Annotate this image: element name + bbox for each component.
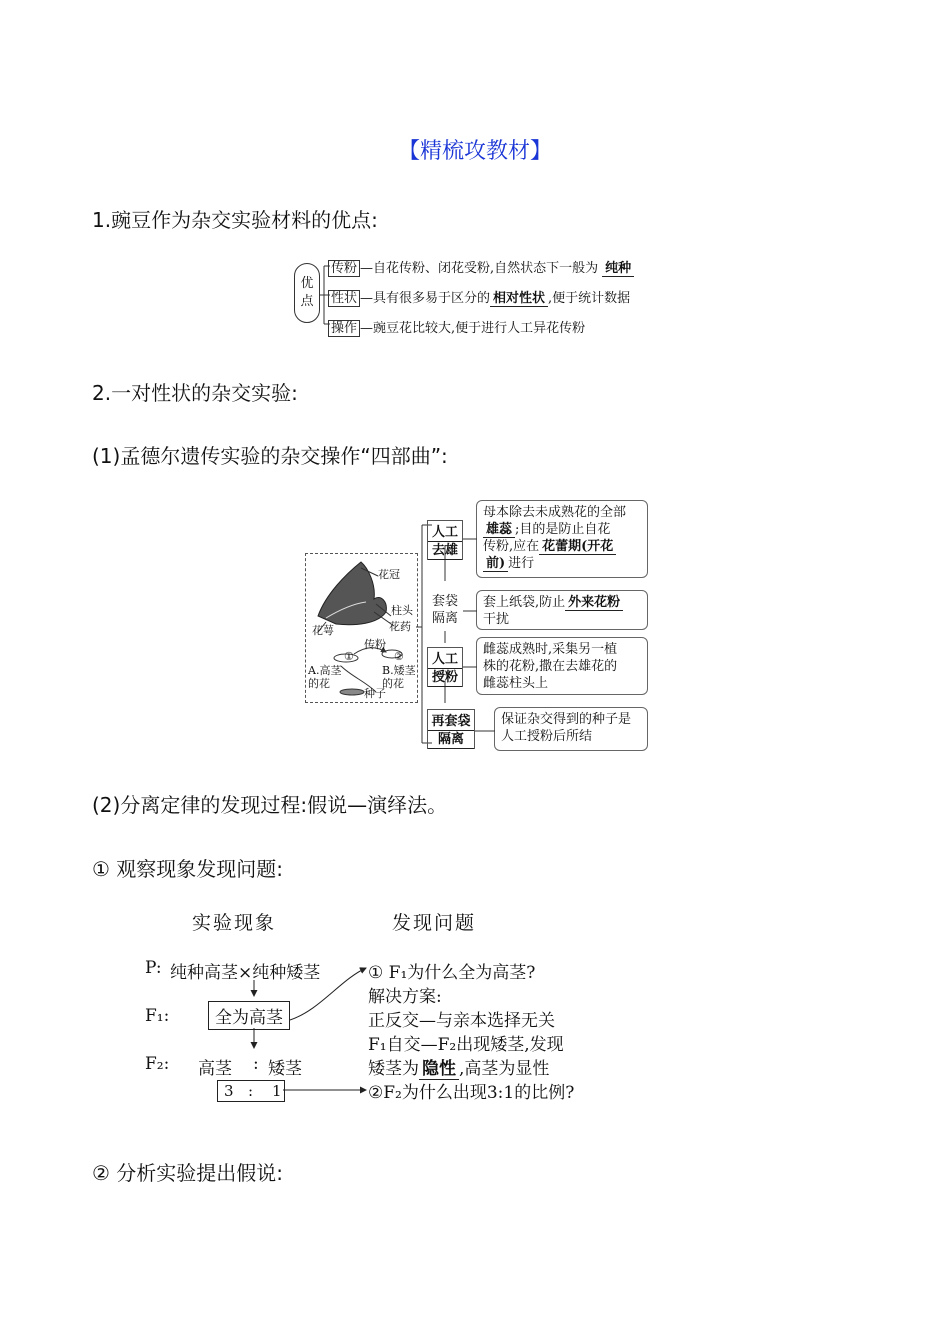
- header-question: 发现问题: [392, 912, 477, 934]
- key-bud-stage: 花蕾期(开花: [539, 539, 616, 555]
- tag-operation: 操作: [328, 320, 360, 337]
- step-rebagging-desc: [494, 707, 648, 751]
- advantage-row-operation: [328, 317, 585, 338]
- advantage-row-pollination: [328, 257, 634, 278]
- p-cross: 纯种高茎×纯种矮茎: [170, 963, 321, 983]
- label-calyx: 花萼: [312, 624, 334, 637]
- connector: [463, 609, 477, 613]
- label-p: P:: [145, 958, 162, 978]
- step-name: 隔离: [431, 611, 458, 626]
- section-heading-observe: ① 观察现象发现问题:: [92, 857, 284, 881]
- four-steps-diagram: [305, 497, 655, 757]
- step-pollination-desc: [476, 637, 648, 695]
- step-name: 人工: [428, 524, 462, 542]
- observation-diagram: [140, 900, 600, 1110]
- ratio-3: 3: [224, 1082, 234, 1100]
- section-heading-cross: 2.一对性状的杂交实验:: [92, 381, 298, 405]
- label-circle-2: ②: [394, 650, 404, 663]
- desc-line: 保证杂交得到的种子是: [501, 712, 632, 727]
- key-stamen: 雄蕊: [483, 522, 515, 538]
- desc-line: 株的花粉,撒在去雄花的: [483, 659, 618, 674]
- step-name: 授粉: [428, 669, 462, 687]
- step-name: 人工: [428, 651, 462, 669]
- f2-colon: :: [253, 1054, 259, 1074]
- advantages-diagram: [294, 250, 664, 340]
- root-label: 优点: [300, 276, 314, 309]
- step-emasculation-desc: [476, 500, 648, 578]
- key-recessive: 隐性: [419, 1059, 459, 1080]
- step-pollination: [427, 647, 463, 687]
- desc-line: 干扰: [483, 612, 510, 627]
- key-relative-traits: 相对性状: [490, 291, 548, 307]
- label-short-flower: B.矮茎的花: [382, 664, 416, 690]
- step-name: 再套袋: [428, 713, 474, 731]
- question-2: ②F₂为什么出现3:1的比例?: [368, 1083, 575, 1103]
- section-heading-four-steps: (1)孟德尔遗传实验的杂交操作“四部曲”:: [92, 444, 448, 468]
- advantage-text: —豌豆花比较大,便于进行人工异花传粉: [360, 321, 586, 336]
- solution-label: 解决方案:: [368, 987, 442, 1007]
- key-before: 前): [483, 556, 508, 572]
- label-corolla: 花冠: [378, 568, 400, 581]
- desc-line: 雌蕊成熟时,采集另一植: [483, 642, 618, 657]
- desc-line: 套上纸袋,防止: [483, 595, 566, 610]
- key-foreign-pollen: 外来花粉: [565, 595, 623, 611]
- step-bagging: [427, 593, 463, 631]
- connector: [463, 537, 477, 541]
- solution-line-3: [368, 1054, 549, 1079]
- solution-line-2: F₁自交—F₂出现矮茎,发现: [368, 1035, 564, 1055]
- step-emasculation: [427, 520, 463, 560]
- f2-short: 矮茎: [268, 1059, 302, 1079]
- advantages-root: [294, 263, 320, 323]
- key-pure-line: 纯种: [602, 261, 634, 277]
- step-rebagging: [427, 709, 475, 749]
- label-f1: F₁:: [145, 1006, 170, 1026]
- section-heading-hypothesis: ② 分析实验提出假说:: [92, 1161, 284, 1185]
- desc-line: 母本除去未成熟花的全部: [483, 505, 627, 520]
- f2-tall: 高茎: [198, 1059, 232, 1079]
- desc-line: 人工授粉后所结: [501, 729, 593, 744]
- question-1: ① F₁为什么全为高茎?: [368, 963, 536, 983]
- label-tall-flower: A.高茎的花: [308, 664, 342, 690]
- tag-pollination: 传粉: [328, 260, 360, 277]
- f1-value: 全为高茎: [208, 1001, 290, 1030]
- step-name: 去雄: [428, 542, 462, 560]
- desc-line: 进行: [508, 556, 535, 571]
- step-bagging-desc: [476, 590, 648, 630]
- desc-line: 传粉,应在: [483, 539, 540, 554]
- label-f2: F₂:: [145, 1054, 170, 1074]
- advantage-text: —自花传粉、闭花受粉,自然状态下一般为: [360, 261, 599, 276]
- connector: [463, 665, 477, 669]
- advantage-text: ,便于统计数据: [548, 291, 631, 306]
- advantage-row-traits: [328, 287, 630, 308]
- label-seed: 种子: [364, 687, 386, 700]
- page-title: 【精梳攻教材】: [397, 139, 552, 164]
- header-phenomenon: 实验现象: [192, 912, 277, 934]
- label-circle-1: ①: [344, 650, 354, 663]
- section-heading-segregation: (2)分离定律的发现过程:假说—演绎法。: [92, 793, 448, 817]
- step-name: 套袋: [431, 594, 458, 609]
- section-heading-advantages: 1.豌豆作为杂交实验材料的优点:: [92, 208, 378, 232]
- desc-line: ;目的是防止自花: [515, 522, 611, 537]
- advantage-text: —具有很多易于区分的: [360, 291, 491, 306]
- label-anther: 花药: [389, 620, 411, 633]
- tag-traits: 性状: [328, 290, 360, 307]
- desc-line: 雌蕊柱头上: [483, 676, 549, 691]
- ratio-1: 1: [272, 1082, 282, 1100]
- step-name: 隔离: [428, 731, 474, 749]
- label-stigma: 柱头: [391, 604, 413, 617]
- label-pollination: 传粉: [364, 638, 386, 651]
- solution-line-1: 正反交—与亲本选择无关: [368, 1011, 555, 1031]
- text: 矮茎为: [368, 1059, 419, 1079]
- text: ,高茎为显性: [459, 1059, 550, 1079]
- connector: [475, 729, 495, 733]
- ratio-colon: :: [248, 1082, 254, 1100]
- flower-illustration: [305, 553, 418, 703]
